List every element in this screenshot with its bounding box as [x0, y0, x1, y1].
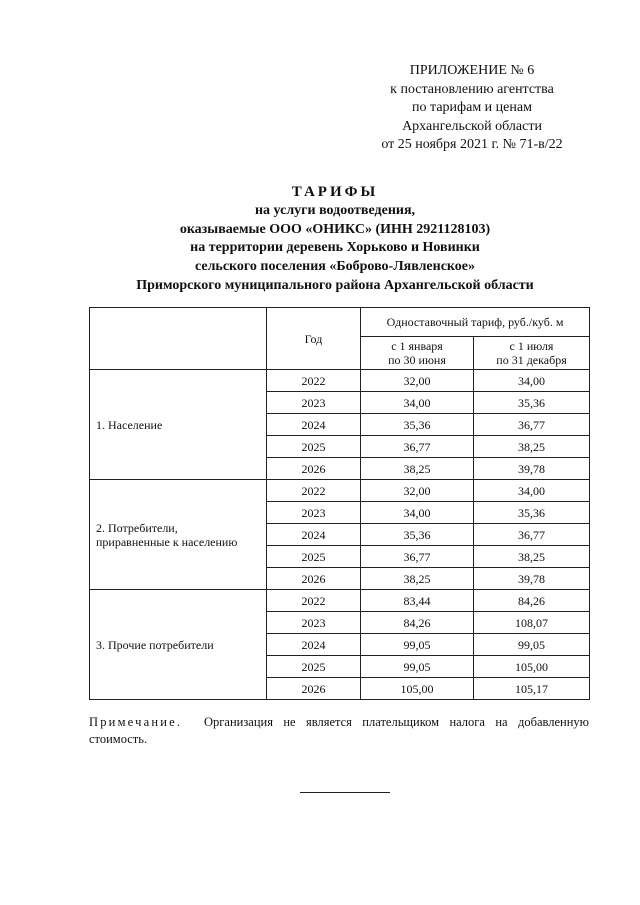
appendix-title: ПРИЛОЖЕНИЕ № 6	[409, 63, 535, 78]
year-cell: 2026	[267, 458, 361, 480]
header-period-1-line2: по 30 июня	[388, 353, 446, 367]
tariff-h1-cell: 35,36	[361, 524, 474, 546]
tariff-h2-cell: 108,07	[474, 612, 590, 634]
year-cell: 2022	[267, 590, 361, 612]
year-cell: 2025	[267, 546, 361, 568]
tariff-h2-cell: 99,05	[474, 634, 590, 656]
appendix-line: к постановлению агентства	[390, 81, 554, 97]
year-cell: 2024	[267, 634, 361, 656]
tariff-h1-cell: 83,44	[361, 590, 474, 612]
year-cell: 2023	[267, 612, 361, 634]
note-label: Примечание.	[89, 715, 183, 729]
title-line: на услуги водоотведения,	[254, 202, 416, 218]
tariff-h2-cell: 39,78	[474, 568, 590, 590]
category-label: 1. Население	[96, 417, 163, 432]
note-text: Организация не является плательщиком налога на добавленную стоимость.	[89, 715, 589, 746]
tariff-table	[89, 307, 590, 700]
year-cell: 2024	[267, 524, 361, 546]
tariff-h1-cell: 34,00	[361, 502, 474, 524]
tariff-h2-cell: 34,00	[474, 370, 590, 392]
tariff-h1-cell: 99,05	[361, 656, 474, 678]
tariff-h1-cell: 35,36	[361, 414, 474, 436]
tariff-h2-cell: 36,77	[474, 524, 590, 546]
year-cell: 2022	[267, 370, 361, 392]
tariff-h1-cell: 105,00	[361, 678, 474, 700]
tariff-h2-cell: 34,00	[474, 480, 590, 502]
tariff-h2-cell: 35,36	[474, 392, 590, 414]
header-year: Год	[267, 308, 361, 370]
header-category-empty	[90, 308, 267, 370]
tariff-h1-cell: 36,77	[361, 546, 474, 568]
tariff-h2-cell: 105,00	[474, 656, 590, 678]
year-cell: 2025	[267, 656, 361, 678]
header-tariff: Одноставочный тариф, руб./куб. м	[361, 308, 590, 337]
year-cell: 2022	[267, 480, 361, 502]
year-cell: 2024	[267, 414, 361, 436]
tariff-h2-cell: 84,26	[474, 590, 590, 612]
year-cell: 2025	[267, 436, 361, 458]
category-cell	[90, 590, 267, 700]
appendix-date-line: от 25 ноября 2021 г. № 71-в/22	[381, 137, 563, 152]
tariff-h1-cell: 32,00	[361, 370, 474, 392]
tariff-h1-cell: 34,00	[361, 392, 474, 414]
appendix-line: по тарифам и ценам	[412, 100, 532, 115]
category-cell	[90, 480, 267, 590]
table-row	[90, 480, 590, 502]
tariff-h2-cell: 36,77	[474, 414, 590, 436]
header-period-2-line1: с 1 июля	[509, 339, 554, 353]
title-line: Приморского муниципального района Архангельской области	[136, 277, 534, 293]
title-line: на территории деревень Хорьково и Новинки	[190, 240, 480, 256]
appendix-line: Архангельской области	[402, 118, 542, 134]
category-label-line2: приравненные к населению	[96, 534, 238, 549]
tariff-h2-cell: 38,25	[474, 546, 590, 568]
title-line: сельского поселения «Боброво-Лявленское»	[194, 259, 476, 275]
tariff-h1-cell: 84,26	[361, 612, 474, 634]
tariff-h1-cell: 99,05	[361, 634, 474, 656]
document-title	[95, 183, 575, 296]
note-body	[89, 714, 589, 748]
table-row	[90, 590, 590, 612]
year-cell: 2026	[267, 678, 361, 700]
category-label: 2. Потребители,	[96, 520, 178, 535]
title-main: ТАРИФЫ	[291, 184, 379, 200]
tariff-h2-cell: 35,36	[474, 502, 590, 524]
header-period-1-line1: с 1 января	[391, 339, 443, 353]
category-cell	[90, 370, 267, 480]
tariff-h1-cell: 36,77	[361, 436, 474, 458]
table-row	[90, 370, 590, 392]
title-line: оказываемые ООО «ОНИКС» (ИНН 2921128103)	[179, 221, 491, 237]
category-label: 3. Прочие потребители	[96, 637, 214, 652]
closing-separator-line	[300, 792, 390, 793]
note	[89, 714, 589, 748]
year-cell: 2026	[267, 568, 361, 590]
tariff-h2-cell: 105,17	[474, 678, 590, 700]
header-period-1	[361, 337, 474, 370]
year-cell: 2023	[267, 502, 361, 524]
tariff-h2-cell: 38,25	[474, 436, 590, 458]
appendix-header	[352, 62, 592, 155]
tariff-h2-cell: 39,78	[474, 458, 590, 480]
tariff-h1-cell: 38,25	[361, 458, 474, 480]
tariff-h1-cell: 38,25	[361, 568, 474, 590]
header-period-2	[474, 337, 590, 370]
tariff-h1-cell: 32,00	[361, 480, 474, 502]
year-cell: 2023	[267, 392, 361, 414]
header-period-2-line2: по 31 декабря	[496, 353, 567, 367]
